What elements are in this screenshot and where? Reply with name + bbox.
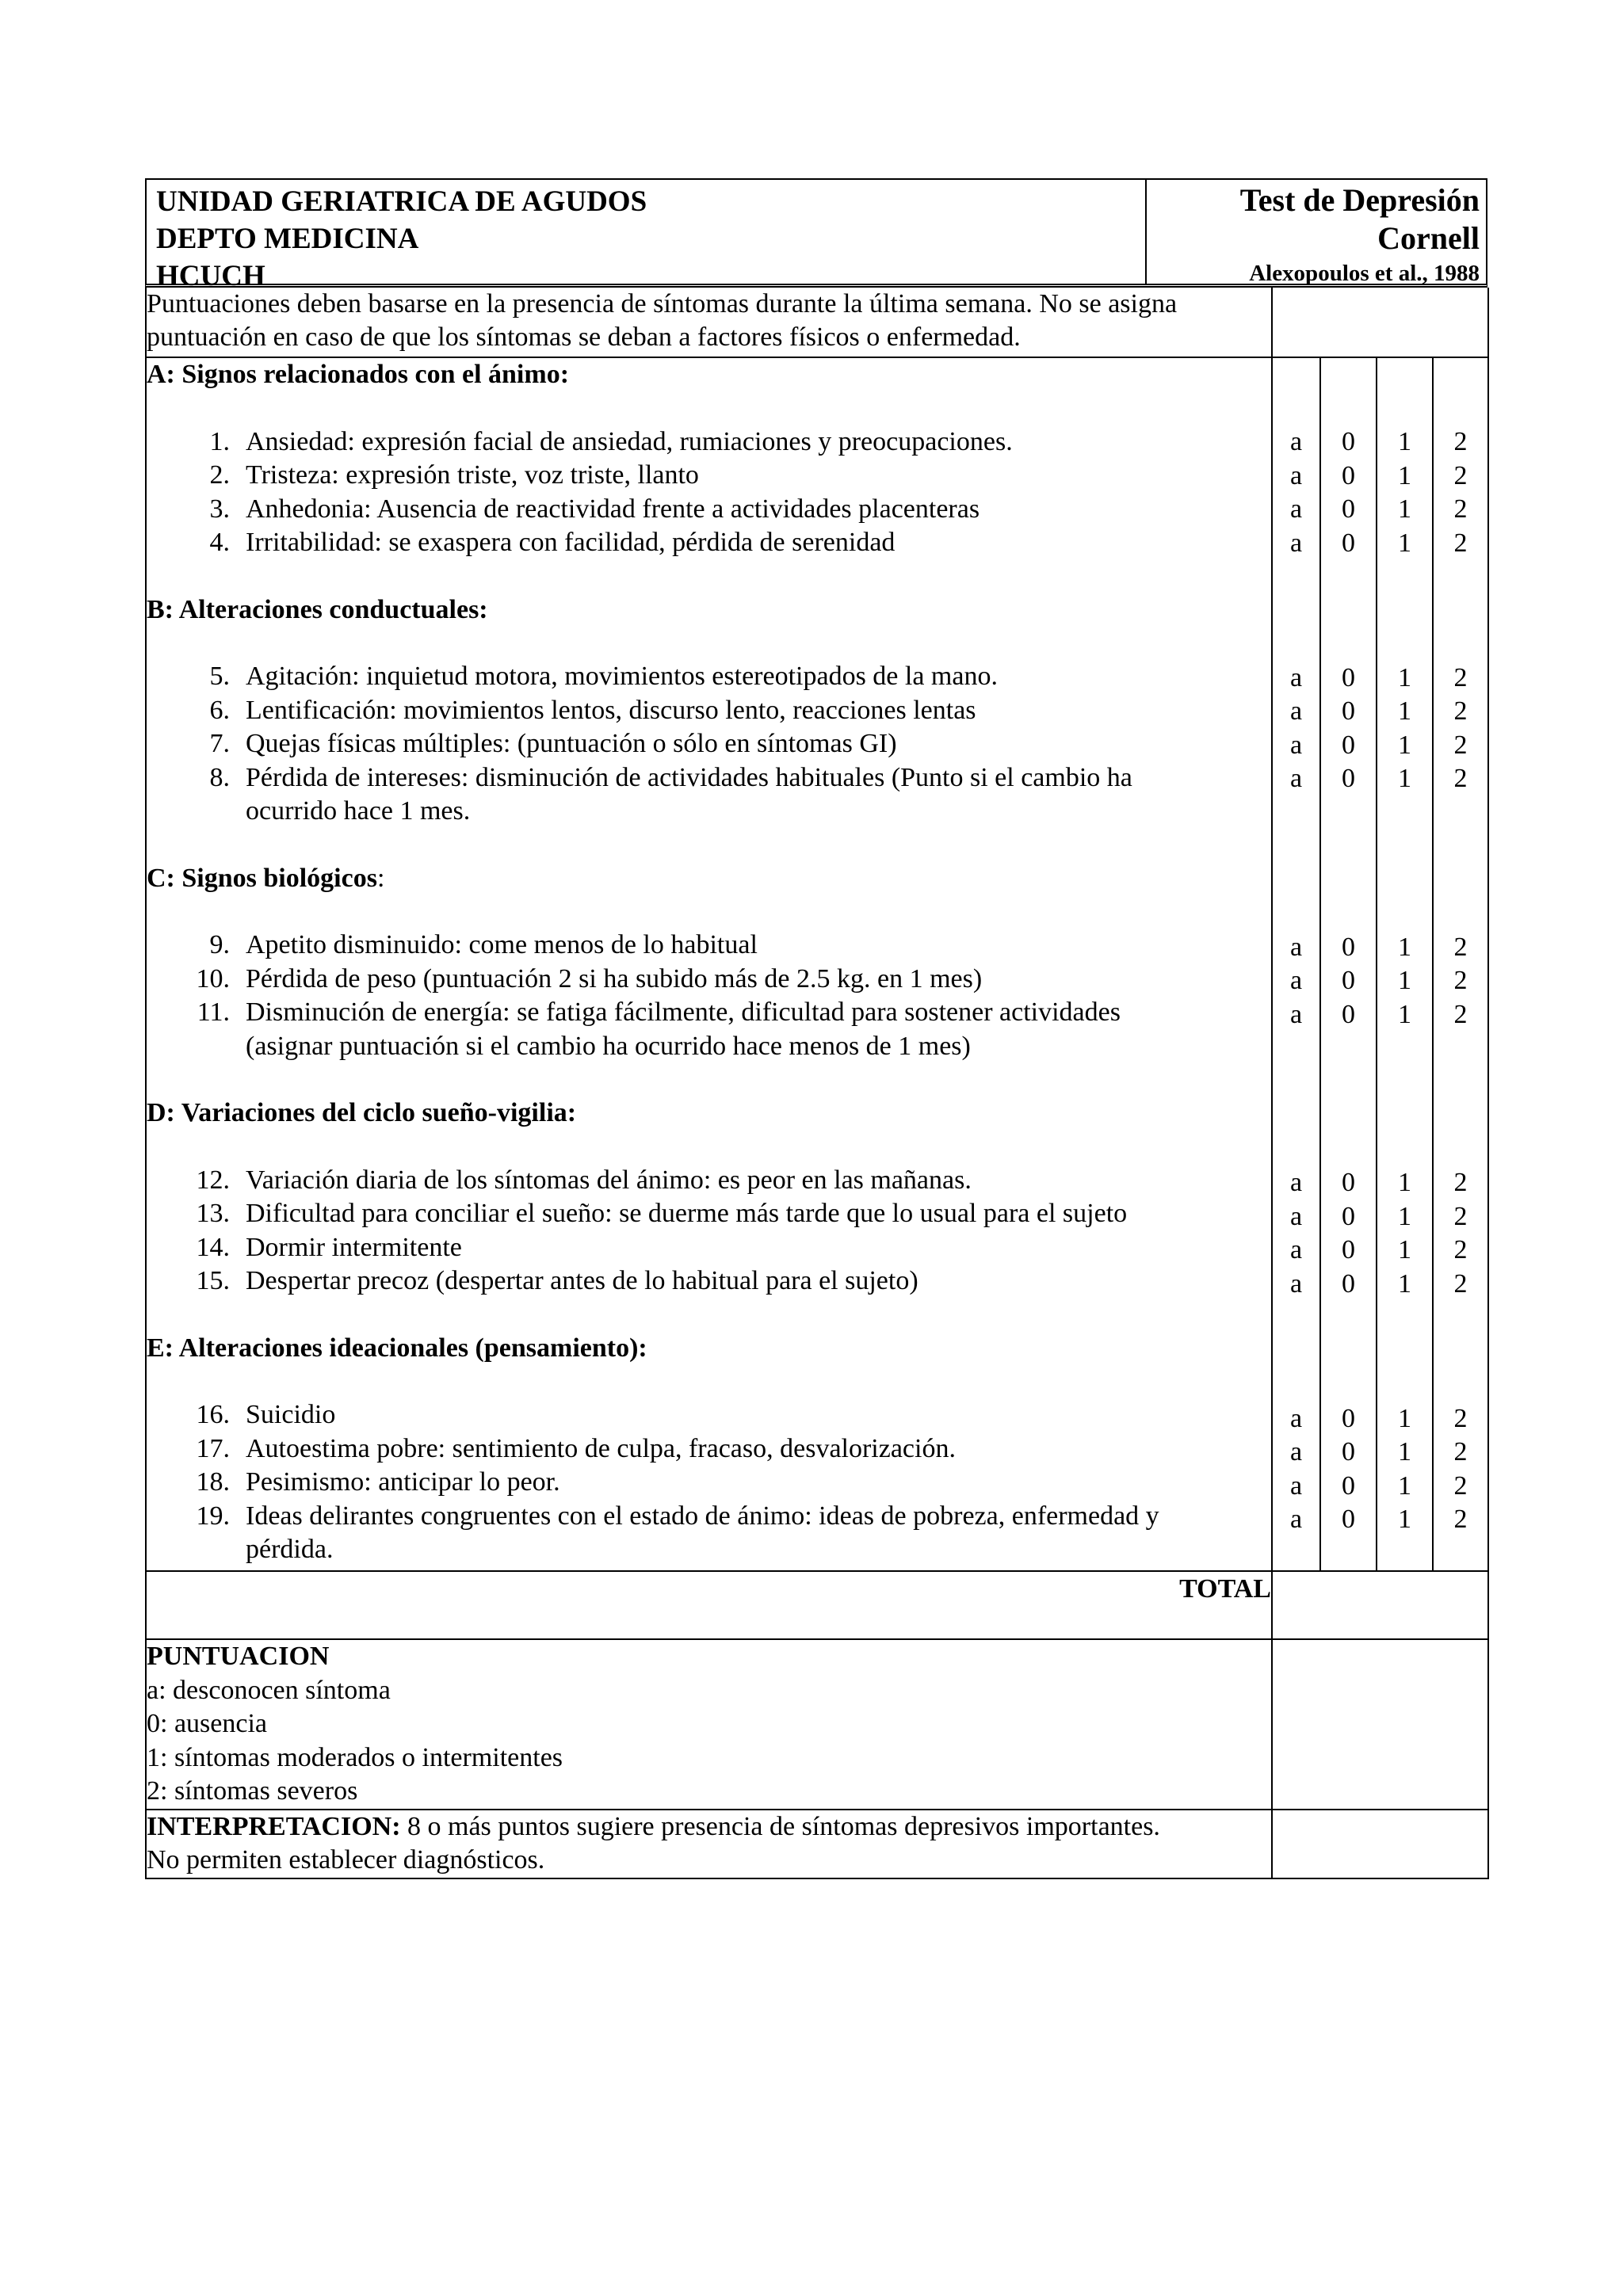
question-item [147, 1398, 1271, 1432]
question-number: 8. [209, 762, 230, 792]
score-option[interactable]: a [1289, 1403, 1303, 1433]
score-option[interactable]: 0 [1342, 494, 1355, 524]
score-spacer [1377, 627, 1432, 662]
score-option[interactable]: 2 [1453, 1268, 1468, 1299]
score-spacer [1273, 864, 1319, 898]
score-option[interactable]: 0 [1342, 764, 1355, 793]
question-item [147, 929, 1271, 963]
question-text [230, 1398, 1271, 1432]
question-text-line: Tristeza: expresión triste, voz triste, llanto [246, 460, 699, 490]
score-spacer [1321, 392, 1376, 426]
score-option[interactable]: 1 [1398, 932, 1411, 962]
score-option[interactable]: a [1289, 1235, 1303, 1264]
score-option[interactable]: 1 [1398, 1505, 1411, 1534]
score-option[interactable]: 1 [1398, 427, 1411, 456]
score-column-1 [1377, 357, 1433, 1571]
score-option[interactable]: a [1289, 1268, 1303, 1299]
score-option[interactable]: 1 [1398, 494, 1411, 524]
score-option[interactable]: a [1289, 1437, 1303, 1466]
question-text [230, 1164, 1271, 1198]
score-spacer [1273, 1301, 1319, 1335]
section-title-text: E: Alteraciones ideacionales (pensamiento): [147, 1333, 647, 1363]
score-option[interactable]: 1 [1398, 696, 1411, 726]
score-spacer [1377, 1099, 1432, 1133]
section-title [147, 862, 1271, 896]
scoring-legend [146, 1639, 1272, 1810]
question-item [147, 1432, 1271, 1466]
score-spacer [1434, 358, 1487, 392]
score-spacer [1321, 1099, 1376, 1133]
score-spacer [1273, 1099, 1319, 1133]
interpretation-label: INTERPRETACION: [147, 1811, 401, 1841]
section-title-text: C: Signos biológicos [147, 863, 377, 893]
score-spacer [1377, 1335, 1432, 1369]
question-text [230, 1466, 1271, 1500]
question-item [147, 1500, 1271, 1567]
score-option[interactable]: 2 [1453, 764, 1468, 793]
question-text [230, 996, 1271, 1063]
score-option[interactable]: 2 [1453, 1505, 1468, 1534]
score-option[interactable]: a [1289, 696, 1303, 726]
score-spacer [1273, 358, 1319, 392]
score-spacer [1377, 796, 1432, 830]
total-score-field[interactable] [1272, 1571, 1488, 1639]
question-text [230, 526, 1271, 560]
score-spacer [1321, 1368, 1376, 1402]
score-option[interactable]: 2 [1453, 730, 1468, 760]
score-spacer [1377, 1032, 1432, 1066]
score-spacer [1273, 897, 1319, 931]
question-item [147, 425, 1271, 460]
score-option[interactable]: a [1289, 662, 1303, 692]
score-option[interactable]: 0 [1342, 1201, 1355, 1231]
question-number: 3. [209, 494, 230, 524]
score-spacer [1434, 897, 1487, 931]
score-spacer [1377, 1301, 1432, 1335]
test-title-name: Cornell [1377, 220, 1480, 256]
score-option[interactable]: 0 [1342, 730, 1355, 760]
interpretation-text: 8 o más puntos sugiere presencia de síntomas depresivos importantes. [407, 1811, 1160, 1841]
question-number: 11. [197, 997, 230, 1027]
score-spacer [1273, 594, 1319, 628]
question-text [230, 1197, 1271, 1231]
question-text [230, 963, 1271, 997]
score-spacer [1321, 627, 1376, 662]
score-spacer [1273, 1537, 1319, 1571]
score-spacer [1321, 358, 1376, 392]
question-text-line: Dormir intermitente [246, 1232, 462, 1262]
cornell-depression-form [145, 178, 1487, 1879]
score-spacer [1273, 1066, 1319, 1100]
score-option[interactable]: 2 [1453, 494, 1468, 524]
score-spacer [1377, 358, 1432, 392]
score-option[interactable]: 0 [1342, 528, 1355, 558]
interpretation-note: No permiten establecer diagnósticos. [147, 1845, 545, 1875]
score-option[interactable]: 0 [1342, 1168, 1355, 1197]
question-number: 14. [196, 1232, 230, 1262]
question-text [230, 1432, 1271, 1466]
question-text-line: Disminución de energía: se fatiga fácilmente, dificultad para sostener actividades [246, 997, 1121, 1027]
interpretation [146, 1810, 1272, 1878]
institution-block [147, 180, 1147, 292]
score-spacer [1321, 864, 1376, 898]
section-title [147, 1097, 1271, 1131]
form-section [147, 1332, 1271, 1567]
score-option[interactable]: 1 [1398, 966, 1411, 995]
score-spacer [1273, 796, 1319, 830]
score-option[interactable]: 1 [1398, 999, 1411, 1029]
question-item [147, 1264, 1271, 1299]
score-option[interactable]: a [1289, 764, 1303, 793]
score-option[interactable]: 2 [1453, 1403, 1468, 1433]
score-option[interactable]: 2 [1453, 662, 1468, 692]
question-number: 19. [196, 1501, 230, 1531]
score-spacer [1321, 1133, 1376, 1167]
question-text [230, 493, 1271, 527]
question-item [147, 660, 1271, 694]
question-item [147, 694, 1271, 728]
score-spacer [1377, 830, 1432, 864]
score-option[interactable]: a [1289, 966, 1303, 995]
score-spacer [1377, 897, 1432, 931]
instructions: Puntuaciones deben basarse en la presencia de síntomas durante la última semana. No se asigna puntuación en caso de que los síntomas se deban a factores físicos o enfermedad. [146, 288, 1272, 357]
question-number: 12. [196, 1165, 230, 1195]
score-spacer [1434, 1133, 1487, 1167]
score-option[interactable]: 2 [1453, 696, 1468, 726]
score-option[interactable]: 1 [1398, 1470, 1411, 1501]
score-option[interactable]: a [1289, 730, 1303, 760]
section-title-suffix: : [376, 863, 385, 893]
scoring-legend-line: a: desconocen síntoma [147, 1675, 391, 1705]
score-option[interactable]: a [1289, 494, 1303, 524]
score-option[interactable]: 2 [1453, 999, 1468, 1029]
score-option[interactable]: 2 [1453, 1201, 1468, 1231]
score-spacer [1321, 830, 1376, 864]
score-spacer [1377, 560, 1432, 594]
question-text [230, 1264, 1271, 1299]
form-table [145, 288, 1489, 1879]
score-column-a [1272, 357, 1320, 1571]
question-number: 6. [209, 695, 230, 725]
score-option[interactable]: 1 [1398, 528, 1411, 558]
question-text-line: Suicidio [246, 1400, 336, 1429]
score-option[interactable]: a [1289, 999, 1303, 1029]
score-option[interactable]: 1 [1398, 662, 1411, 692]
score-option[interactable]: 2 [1453, 460, 1468, 490]
score-spacer [1434, 864, 1487, 898]
section-title-text: B: Alteraciones conductuales: [147, 594, 488, 624]
question-text-line: Agitación: inquietud motora, movimientos estereotipados de la mano. [246, 662, 998, 691]
score-spacer [1273, 560, 1319, 594]
question-text-line: Dificultad para conciliar el sueño: se duerme más tarde que lo usual para el sujeto [246, 1199, 1128, 1228]
form-section [147, 862, 1271, 1064]
question-text [230, 694, 1271, 728]
score-spacer [1434, 1335, 1487, 1369]
test-title-block [1147, 180, 1486, 284]
score-spacer [1273, 1133, 1319, 1167]
question-item [147, 459, 1271, 493]
question-text-line: Autoestima pobre: sentimiento de culpa, fracaso, desvalorización. [246, 1433, 956, 1463]
score-spacer [1434, 1099, 1487, 1133]
question-text-line: Lentificación: movimientos lentos, discurso lento, reacciones lentas [246, 695, 976, 725]
question-item [147, 963, 1271, 997]
score-option[interactable]: 0 [1342, 932, 1355, 962]
total-label: TOTAL [146, 1571, 1272, 1639]
institution-department: DEPTO MEDICINA [156, 223, 419, 255]
score-option[interactable]: 2 [1453, 932, 1468, 962]
score-option[interactable]: 2 [1453, 528, 1468, 558]
score-option[interactable]: 2 [1453, 1437, 1468, 1466]
section-title [147, 358, 1271, 392]
score-spacer [1273, 627, 1319, 662]
question-number: 7. [209, 729, 230, 758]
test-title: Test de Depresión [1239, 182, 1480, 218]
score-option[interactable]: 0 [1342, 662, 1355, 692]
question-text-line: ocurrido hace 1 mes. [246, 796, 471, 826]
question-text [230, 459, 1271, 493]
question-text [230, 1500, 1271, 1567]
score-spacer [1273, 1032, 1319, 1066]
score-spacer [1434, 392, 1487, 426]
question-number: 4. [209, 528, 230, 557]
score-option[interactable]: 0 [1342, 1470, 1355, 1501]
score-option[interactable]: a [1289, 1168, 1303, 1197]
scoring-legend-line: 2: síntomas severos [147, 1776, 358, 1806]
question-text-line: Irritabilidad: se exaspera con facilidad, pérdida de serenidad [246, 528, 896, 557]
score-option[interactable]: 0 [1342, 1235, 1355, 1264]
score-option[interactable]: 0 [1342, 1437, 1355, 1466]
score-option[interactable]: 1 [1398, 764, 1411, 793]
score-option[interactable]: a [1289, 1201, 1303, 1231]
institution-hospital: HCUCH [156, 260, 265, 292]
question-text-line: Anhedonia: Ausencia de reactividad frente a actividades placenteras [246, 494, 980, 524]
score-option[interactable]: 1 [1398, 1235, 1411, 1264]
score-option[interactable]: 1 [1398, 460, 1411, 490]
score-option[interactable]: a [1289, 528, 1303, 558]
score-spacer [1434, 627, 1487, 662]
test-citation: Alexopoulos et al., 1988 [1249, 261, 1480, 286]
items-column [146, 357, 1272, 1571]
question-text [230, 1231, 1271, 1265]
score-option[interactable]: 0 [1342, 1403, 1355, 1433]
question-item [147, 1231, 1271, 1265]
question-item [147, 761, 1271, 829]
section-title-text: A: Signos relacionados con el ánimo: [147, 360, 570, 389]
score-spacer [1434, 1368, 1487, 1402]
question-text [230, 425, 1271, 460]
score-option[interactable]: a [1289, 1505, 1303, 1534]
question-text-line: pérdida. [246, 1535, 334, 1564]
scoring-legend-blank-cell [1272, 1639, 1488, 1810]
score-option[interactable]: 0 [1342, 696, 1355, 726]
question-text-line: Pérdida de peso (puntuación 2 si ha subido más de 2.5 kg. en 1 mes) [246, 963, 983, 994]
score-column-2 [1433, 357, 1488, 1571]
score-option[interactable]: 2 [1453, 1470, 1468, 1501]
question-text-line: Despertar precoz (despertar antes de lo habitual para el sujeto) [246, 1266, 918, 1295]
question-item [147, 1164, 1271, 1198]
score-spacer [1377, 1066, 1432, 1100]
form-header [145, 178, 1487, 292]
score-spacer [1377, 1537, 1432, 1571]
question-text [230, 929, 1271, 963]
scoring-legend-line: 1: síntomas moderados o intermitentes [147, 1742, 563, 1772]
score-spacer [1434, 1537, 1487, 1571]
instructions-blank-cell [1272, 288, 1488, 357]
form-section [147, 1097, 1271, 1299]
question-text-line: Ideas delirantes congruentes con el estado de ánimo: ideas de pobreza, enfermedad y [246, 1501, 1159, 1531]
score-spacer [1377, 864, 1432, 898]
question-text-line: (asignar puntuación si el cambio ha ocurrido hace menos de 1 mes) [246, 1031, 971, 1061]
score-option[interactable]: a [1289, 1470, 1303, 1501]
score-spacer [1434, 1032, 1487, 1066]
score-spacer [1321, 1032, 1376, 1066]
score-spacer [1273, 1335, 1319, 1369]
question-item [147, 526, 1271, 560]
score-spacer [1273, 392, 1319, 426]
score-option[interactable]: 1 [1398, 1268, 1411, 1299]
score-option[interactable]: 2 [1453, 427, 1468, 456]
score-column-0 [1320, 357, 1377, 1571]
question-text [230, 660, 1271, 694]
section-title-text: D: Variaciones del ciclo sueño-vigilia: [147, 1098, 577, 1127]
question-text-line: Quejas físicas múltiples: (puntuación o sólo en síntomas GI) [246, 729, 897, 758]
score-option[interactable]: 0 [1342, 1268, 1355, 1299]
score-spacer [1434, 830, 1487, 864]
score-spacer [1377, 594, 1432, 628]
question-text-line: Pérdida de intereses: disminución de actividades habituales (Punto si el cambio ha [246, 762, 1132, 792]
question-number: 9. [209, 930, 230, 959]
score-spacer [1434, 560, 1487, 594]
question-number: 18. [196, 1467, 230, 1497]
section-title [147, 1332, 1271, 1366]
score-option[interactable]: a [1289, 460, 1303, 490]
question-number: 10. [196, 963, 230, 994]
score-spacer [1273, 1368, 1319, 1402]
score-option[interactable]: 2 [1453, 966, 1468, 995]
question-text-line: Variación diaria de los síntomas del ánimo: es peor en las mañanas. [246, 1165, 972, 1195]
score-option[interactable]: 2 [1453, 1168, 1468, 1197]
question-number: 17. [196, 1433, 230, 1463]
score-spacer [1321, 594, 1376, 628]
score-option[interactable]: 0 [1342, 460, 1355, 490]
score-spacer [1321, 1335, 1376, 1369]
score-spacer [1321, 1537, 1376, 1571]
score-spacer [1434, 1301, 1487, 1335]
score-option[interactable]: 1 [1398, 1437, 1411, 1466]
question-item [147, 493, 1271, 527]
score-option[interactable]: 1 [1398, 730, 1411, 760]
score-option[interactable]: a [1289, 932, 1303, 962]
question-number: 2. [209, 460, 230, 490]
score-spacer [1377, 1133, 1432, 1167]
question-number: 13. [196, 1199, 230, 1228]
score-spacer [1321, 897, 1376, 931]
score-option[interactable]: 0 [1342, 999, 1355, 1029]
institution-unit: UNIDAD GERIATRICA DE AGUDOS [156, 185, 647, 218]
score-spacer [1321, 1301, 1376, 1335]
question-text [230, 761, 1271, 829]
score-option[interactable]: 1 [1398, 1168, 1411, 1197]
score-spacer [1321, 560, 1376, 594]
question-item [147, 996, 1271, 1063]
question-number: 1. [209, 426, 230, 456]
question-item [147, 727, 1271, 761]
score-option[interactable]: 0 [1342, 1505, 1355, 1534]
scoring-legend-title: PUNTUACION [147, 1642, 330, 1671]
form-section [147, 358, 1271, 560]
question-number: 16. [196, 1400, 230, 1429]
scoring-legend-line: 0: ausencia [147, 1709, 267, 1738]
score-spacer [1377, 1368, 1432, 1402]
score-option[interactable]: 0 [1342, 966, 1355, 995]
score-spacer [1273, 830, 1319, 864]
question-number: 15. [196, 1266, 230, 1295]
question-item [147, 1197, 1271, 1231]
question-number: 5. [209, 662, 230, 691]
question-text [230, 727, 1271, 761]
question-text-line: Ansiedad: expresión facial de ansiedad, rumiaciones y preocupaciones. [246, 426, 1013, 456]
score-option[interactable]: 0 [1342, 427, 1355, 456]
question-text-line: Pesimismo: anticipar lo peor. [246, 1467, 560, 1497]
section-title [147, 593, 1271, 627]
score-option[interactable]: a [1289, 427, 1303, 456]
interpretation-blank-cell [1272, 1810, 1488, 1878]
score-spacer [1434, 594, 1487, 628]
score-spacer [1321, 796, 1376, 830]
score-option[interactable]: 1 [1398, 1403, 1411, 1433]
score-spacer [1377, 392, 1432, 426]
score-spacer [1434, 1066, 1487, 1100]
form-section [147, 593, 1271, 829]
question-item [147, 1466, 1271, 1500]
question-text-line: Apetito disminuido: come menos de lo habitual [246, 930, 758, 959]
score-option[interactable]: 2 [1453, 1235, 1468, 1264]
score-spacer [1321, 1066, 1376, 1100]
score-option[interactable]: 1 [1398, 1201, 1411, 1231]
score-spacer [1434, 796, 1487, 830]
